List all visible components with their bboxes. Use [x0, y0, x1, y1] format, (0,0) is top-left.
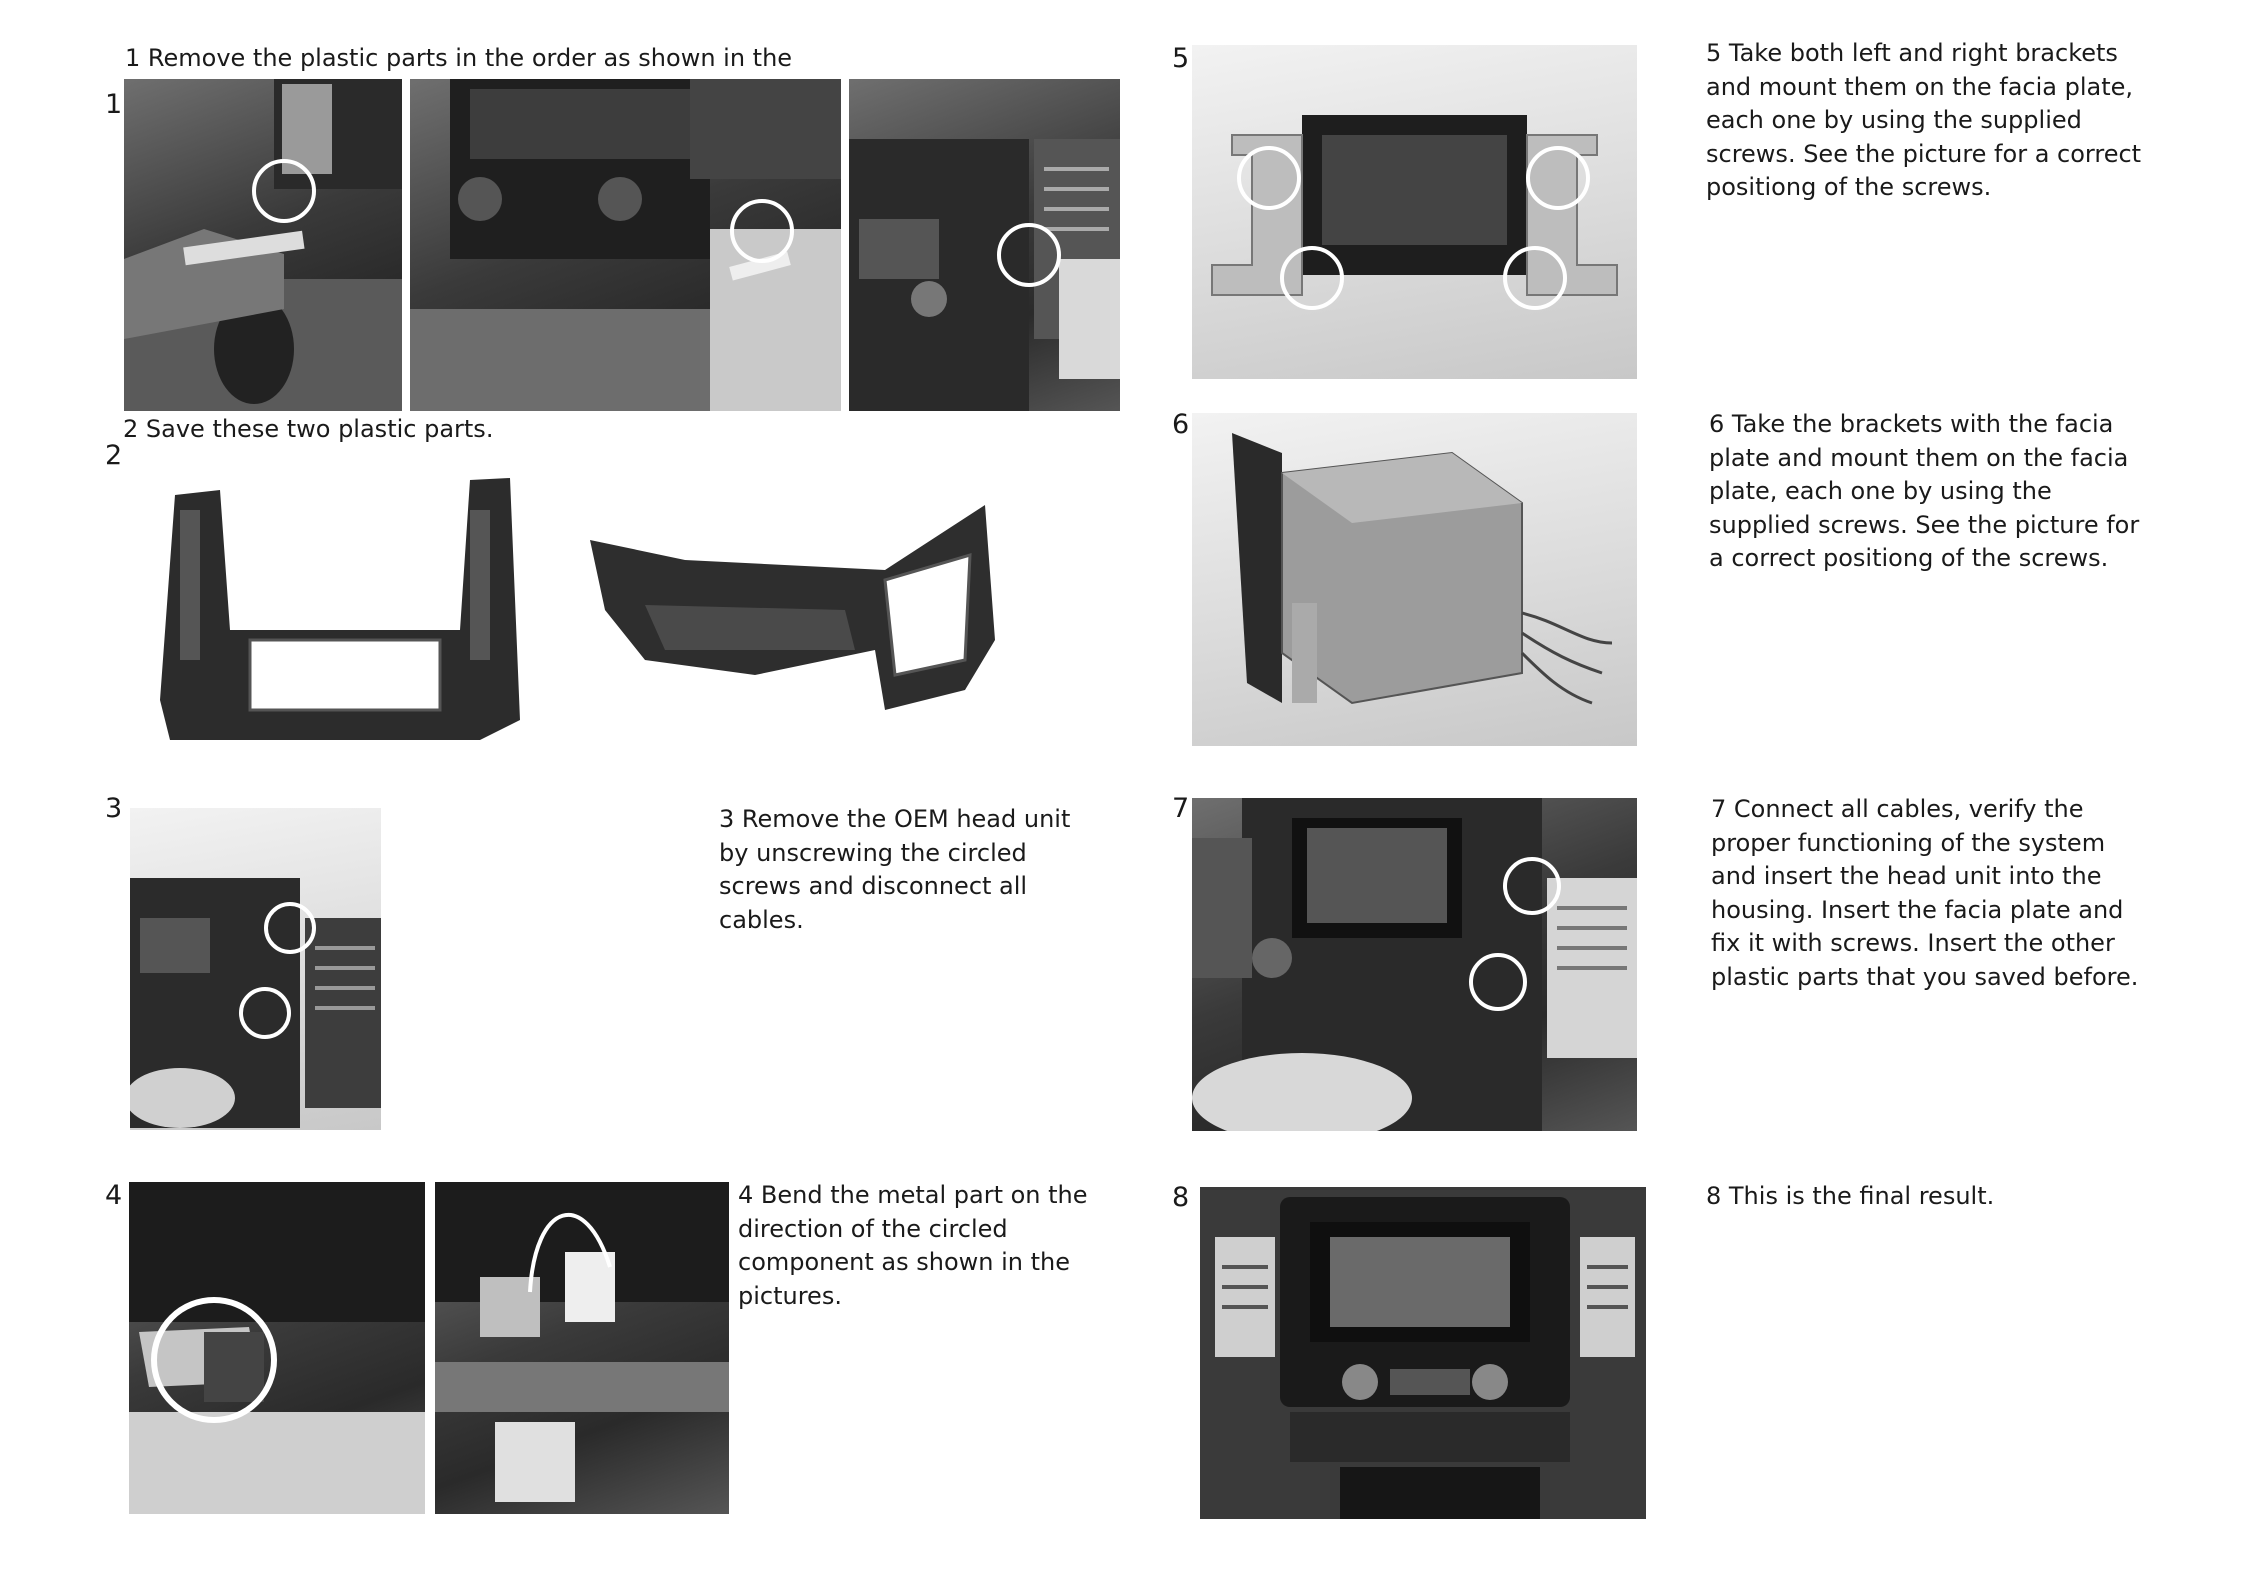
step-1-photo-a [124, 79, 402, 411]
final-installation-image [1200, 1187, 1646, 1519]
step-5-photo [1192, 45, 1637, 379]
step-1-caption: 1 Remove the plastic parts in the order as shown in the [125, 44, 793, 72]
step-2-part-a [150, 470, 550, 760]
step-8-photo [1200, 1187, 1646, 1519]
step-4-photo-b [435, 1182, 729, 1514]
step-7-photo [1192, 798, 1637, 1131]
step-7-number: 7 [1172, 793, 1190, 824]
step-2-number: 2 [105, 440, 123, 471]
brackets-on-facia-image [1192, 45, 1637, 379]
step-5-caption: 5 Take both left and right brackets and mount them on the facia plate, each one by using the supplied screws. See the picture for a correct positiong of the screws. [1706, 39, 2142, 201]
step-8-number: 8 [1172, 1182, 1190, 1213]
step-1-photo-c [849, 79, 1120, 411]
lower-trim-part-image [585, 500, 1005, 730]
dashboard-left-panel-image [124, 79, 402, 411]
step-7-caption: 7 Connect all cables, verify the proper functioning of the system and insert the head unit into the housing. Insert the facia plate and fix it with screws. Insert the other plastic parts that you saved before. [1711, 795, 2139, 991]
step-2-part-b [585, 500, 1005, 730]
step-1-photo-b [410, 79, 841, 411]
step-4-caption: 4 Bend the metal part on the direction of the circled component as shown in the pictures. [738, 1181, 1088, 1310]
step-6-number: 6 [1172, 409, 1190, 440]
step-5-number: 5 [1172, 43, 1190, 74]
step-3-caption: 3 Remove the OEM head unit by unscrewing the circled screws and disconnect all cables. [719, 805, 1071, 934]
step-4-number: 4 [105, 1180, 123, 1211]
step-3-number: 3 [105, 793, 123, 824]
step-2-caption: 2 Save these two plastic parts. [123, 415, 494, 443]
head-unit-assembly-image [1192, 413, 1637, 746]
step-6-caption: 6 Take the brackets with the facia plate and mount them on the facia plate, each one by using the supplied screws. See the picture for a correct positiong of the screws. [1709, 410, 2140, 572]
step-8-caption: 8 This is the final result. [1706, 1182, 1995, 1210]
step-3-photo [130, 808, 381, 1130]
step-6-photo [1192, 413, 1637, 746]
step-1-number: 1 [105, 89, 123, 120]
upper-trim-part-image [150, 470, 550, 760]
step-4-photo-a [129, 1182, 425, 1514]
